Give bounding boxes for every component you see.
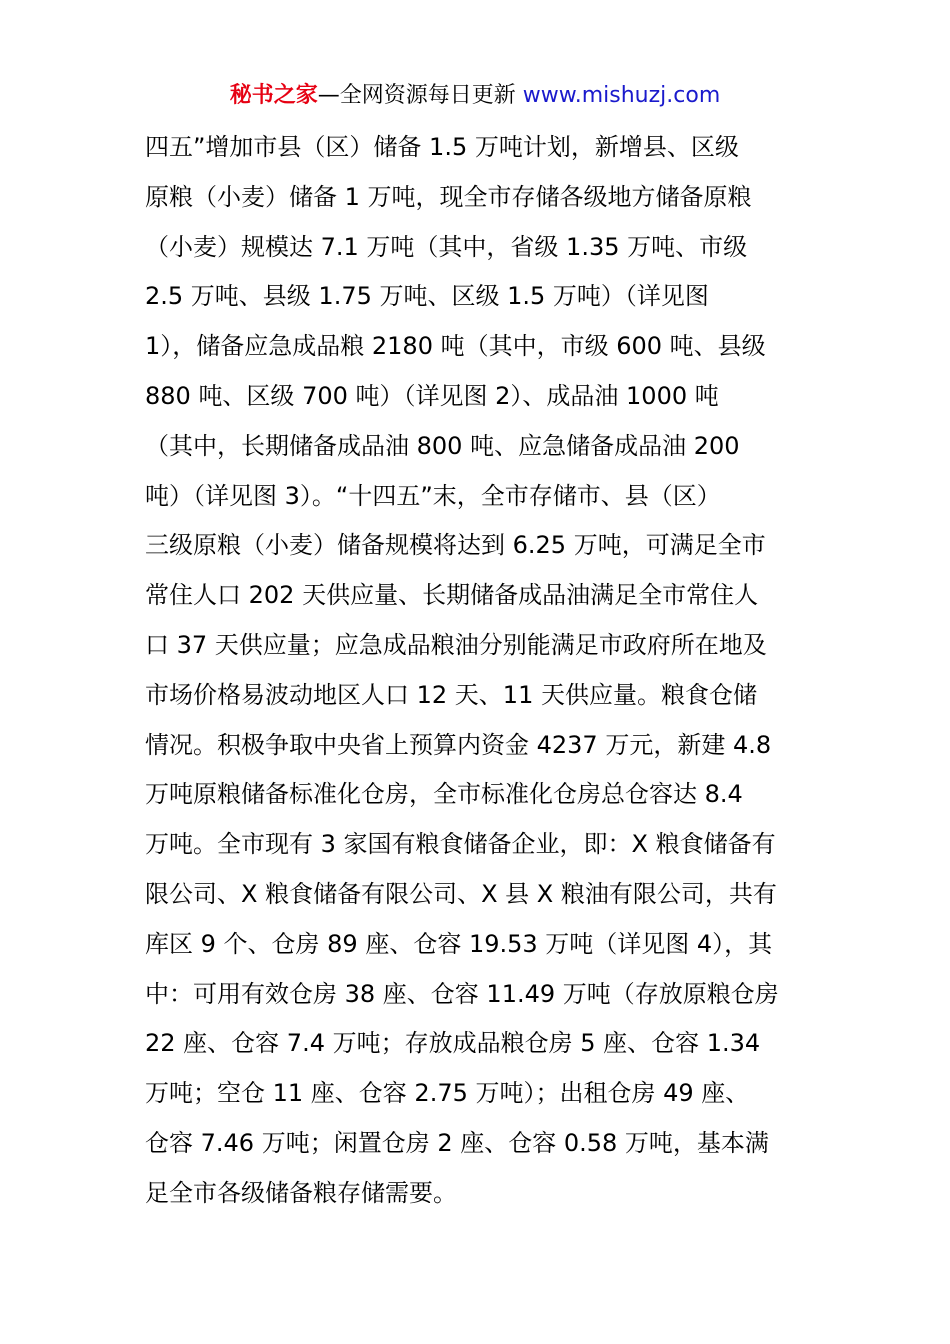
brand-name: 秘书之家 [229, 83, 318, 108]
body-line: 库区 9 个、仓房 89 座、仓容 19.53 万吨（详见图 4），其 [145, 929, 773, 958]
body-line: 足全市各级储备粮存储需要。 [145, 1178, 457, 1207]
body-line: 仓容 7.46 万吨；闲置仓房 2 座、仓容 0.58 万吨，基本满 [145, 1128, 769, 1157]
body-line: 万吨原粮储备标准化仓房，全市标准化仓房总仓容达 8.4 [145, 780, 743, 809]
body-line: 吨）（详见图 3）。“十四五”末，全市存储市、县（区） [145, 481, 721, 510]
site-url-link[interactable]: www.mishuzj.com [522, 83, 721, 108]
body-line: 万吨。全市现有 3 家国有粮食储备企业，即：X 粮食储备有 [145, 830, 776, 859]
body-line: 市场价格易波动地区人口 12 天、11 天供应量。粮食仓储 [145, 680, 757, 709]
body-line: 22 座、仓容 7.4 万吨；存放成品粮仓房 5 座、仓容 1.34 [145, 1029, 761, 1058]
body-line: 万吨；空仓 11 座、仓容 2.75 万吨）；出租仓房 49 座、 [145, 1079, 750, 1108]
document-body [145, 123, 815, 1219]
body-line: 2.5 万吨、县级 1.75 万吨、区级 1.5 万吨）（详见图 [145, 282, 709, 311]
body-line: 中：可用有效仓房 38 座、仓容 11.49 万吨（存放原粮仓房 [145, 979, 779, 1008]
body-line: 原粮（小麦）储备 1 万吨，现全市存储各级地方储备原粮 [145, 182, 752, 211]
body-line: （其中，长期储备成品油 800 吨、应急储备成品油 200 [145, 431, 740, 460]
body-line: 四五”增加市县（区）储备 1.5 万吨计划，新增县、区级 [145, 133, 739, 161]
body-line: （小麦）规模达 7.1 万吨（其中，省级 1.35 万吨、市级 [145, 232, 748, 261]
header-tagline: —全网资源每日更新 [317, 83, 523, 108]
body-line: 1），储备应急成品粮 2180 吨（其中，市级 600 吨、县级 [145, 332, 766, 361]
body-line: 880 吨、区级 700 吨）（详见图 2）、成品油 1000 吨 [145, 381, 719, 410]
page-header [0, 80, 950, 112]
body-line: 口 37 天供应量；应急成品粮油分别能满足市政府所在地及 [145, 630, 767, 659]
body-line: 限公司、X 粮食储备有限公司、X 县 X 粮油有限公司，共有 [145, 879, 777, 908]
body-line: 三级原粮（小麦）储备规模将达到 6.25 万吨，可满足全市 [145, 531, 766, 560]
body-line: 常住人口 202 天供应量、长期储备成品油满足全市常住人 [145, 581, 759, 610]
body-line: 情况。积极争取中央省上预算内资金 4237 万元，新建 4.8 [145, 730, 772, 759]
